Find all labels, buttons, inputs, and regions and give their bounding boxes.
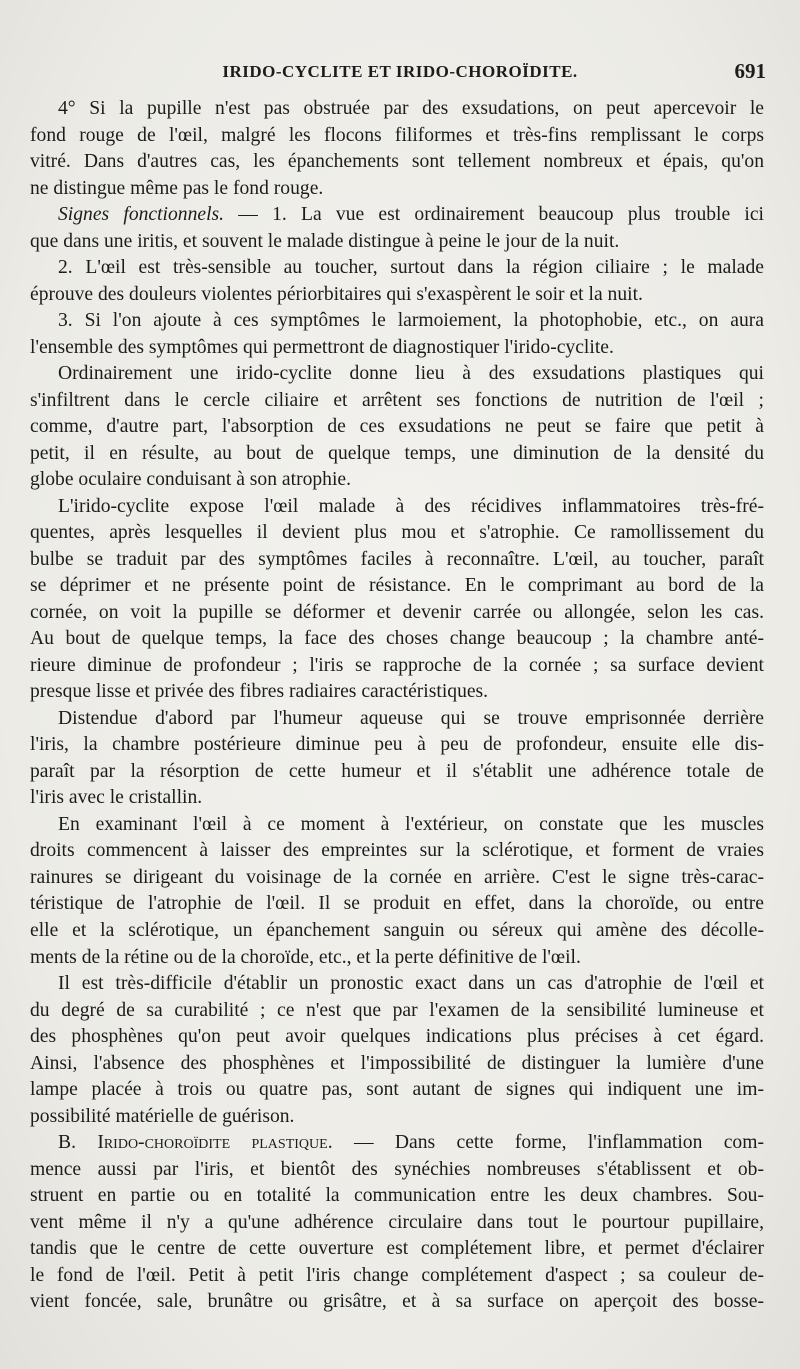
text-line bbox=[30, 308, 764, 335]
text-line bbox=[30, 282, 764, 309]
text-line bbox=[30, 945, 764, 972]
text-line bbox=[30, 441, 764, 468]
running-head bbox=[30, 59, 770, 92]
line-text: vitré. Dans d'autres cas, les épanchements sont tellement nombreux et épais, qu'on bbox=[30, 151, 764, 173]
text-line bbox=[30, 123, 764, 150]
line-text: des phosphènes qu'on peut avoir quelques indications plus précises à cet égard. bbox=[30, 1026, 764, 1048]
text-line bbox=[30, 202, 764, 229]
text-line bbox=[30, 335, 764, 362]
line-text: l'iris avec le cristallin. bbox=[30, 787, 203, 809]
line-text: que dans une iritis, et souvent le malade distingue à peine le jour de la nuit. bbox=[30, 230, 620, 252]
text-line bbox=[30, 812, 764, 839]
line-text: Distendue d'abord par l'humeur aqueuse qui se trouve emprisonnée derrière bbox=[58, 707, 764, 729]
text-line bbox=[30, 176, 764, 203]
text-line bbox=[30, 1263, 764, 1290]
line-text: Il est très-difficile d'établir un pronostic exact dans un cas d'atrophie de l'œil et bbox=[58, 973, 764, 995]
line-text: quentes, après lesquelles il devient plus mou et s'atrophie. Ce ramollissement du bbox=[30, 522, 764, 544]
running-title: IRIDO-CYCLITE ET IRIDO-CHOROÏDITE. bbox=[222, 62, 578, 81]
line-text: — 1. La vue est ordinairement beaucoup plus trouble ici bbox=[224, 204, 764, 226]
text-line bbox=[30, 255, 764, 282]
text-line bbox=[30, 838, 764, 865]
italic-heading: Signes fonctionnels. bbox=[58, 204, 225, 226]
line-text: téristique de l'atrophie de l'œil. Il se produit en effet, dans la choroïde, ou entre bbox=[30, 893, 764, 915]
text-line bbox=[30, 1210, 764, 1237]
line-text: ments de la rétine ou de la choroïde, etc., et la perte définitive de l'œil. bbox=[30, 946, 581, 968]
text-line bbox=[30, 1289, 764, 1316]
text-line bbox=[30, 653, 764, 680]
line-text: bulbe se traduit par des symptômes faciles à reconnaître. L'œil, au toucher, paraît bbox=[30, 548, 764, 570]
text-line bbox=[30, 96, 764, 123]
line-text: struent en partie ou en totalité la communication entre les deux chambres. Sou- bbox=[30, 1185, 764, 1207]
line-text: tandis que le centre de cette ouverture est complétement libre, et permet d'éclairer bbox=[30, 1238, 764, 1260]
line-text: l'iris, la chambre postérieure diminue peu à peu de profondeur, ensuite elle dis- bbox=[30, 734, 764, 756]
line-text: L'irido-cyclite expose l'œil malade à des récidives inflammatoires très-fré- bbox=[58, 495, 764, 517]
line-text: du degré de sa curabilité ; ce n'est que par l'examen de la sensibilité lumineuse et bbox=[30, 999, 764, 1021]
line-text: 2. L'œil est très-sensible au toucher, surtout dans la région ciliaire ; le malade bbox=[58, 257, 764, 279]
line-text: rieure diminue de profondeur ; l'iris se rapproche de la cornée ; sa surface devient bbox=[30, 654, 764, 676]
line-text: lampe placée à trois ou quatre pas, sont autant de signes qui indiquent une im- bbox=[30, 1079, 764, 1101]
line-text: possibilité matérielle de guérison. bbox=[30, 1105, 295, 1127]
section-heading: B. Irido-choroïdite plastique. bbox=[58, 1132, 333, 1154]
line-text: Ainsi, l'absence des phosphènes et l'impossibilité de distinguer la lumière d'une bbox=[30, 1052, 764, 1074]
line-text: globe oculaire conduisant à son atrophie. bbox=[30, 469, 352, 491]
text-line bbox=[30, 918, 764, 945]
text-line bbox=[30, 998, 764, 1025]
text-line bbox=[30, 1104, 764, 1131]
line-text: le fond de l'œil. Petit à petit l'iris change complétement d'aspect ; sa couleur de- bbox=[30, 1264, 764, 1286]
text-line bbox=[30, 1183, 764, 1210]
text-line bbox=[30, 706, 764, 733]
page-number: 691 bbox=[734, 59, 766, 83]
text-line bbox=[30, 467, 764, 494]
line-text: s'infiltrent dans le cercle ciliaire et arrêtent ses fonctions de nutrition de l'œil ; bbox=[30, 389, 764, 411]
text-line bbox=[30, 626, 764, 653]
line-text: 3. Si l'on ajoute à ces symptômes le larmoiement, la photophobie, etc., on aura bbox=[58, 310, 764, 332]
text-line bbox=[30, 361, 764, 388]
text-line bbox=[30, 1024, 764, 1051]
text-line bbox=[30, 1051, 764, 1078]
line-text: vient foncée, sale, brunâtre ou grisâtre, et à sa surface on aperçoit des bosse- bbox=[30, 1291, 764, 1313]
line-text: En examinant l'œil à ce moment à l'extérieur, on constate que les muscles bbox=[58, 813, 764, 835]
line-text: Au bout de quelque temps, la face des choses change beaucoup ; la chambre anté- bbox=[30, 628, 764, 650]
text-line bbox=[30, 600, 764, 627]
line-text: vent même il n'y a qu'une adhérence circulaire dans tout le pourtour pupillaire, bbox=[30, 1211, 764, 1233]
line-text: ne distingue même pas le fond rouge. bbox=[30, 177, 324, 199]
text-line bbox=[30, 971, 764, 998]
text-line bbox=[30, 573, 764, 600]
line-text: elle et la sclérotique, un épanchement sanguin ou séreux qui amène des décolle- bbox=[30, 919, 764, 941]
text-line bbox=[30, 229, 764, 256]
text-line bbox=[30, 865, 764, 892]
line-text: mence aussi par l'iris, et bientôt des synéchies nombreuses s'établissent et ob- bbox=[30, 1158, 764, 1180]
line-text: petit, il en résulte, au bout de quelque temps, une diminution de la densité du bbox=[30, 442, 764, 464]
line-text: droits commencent à laisser des empreintes sur la sclérotique, et forment de vraies bbox=[30, 840, 764, 862]
text-line bbox=[30, 1236, 764, 1263]
line-text: Ordinairement une irido-cyclite donne lieu à des exsudations plastiques qui bbox=[58, 363, 764, 385]
text-line bbox=[30, 1157, 764, 1184]
text-line bbox=[30, 785, 764, 812]
line-text: l'ensemble des symptômes qui permettront de diagnostiquer l'irido-cyclite. bbox=[30, 336, 614, 358]
text-line bbox=[30, 679, 764, 706]
text-line bbox=[30, 149, 764, 176]
body-text bbox=[30, 96, 764, 1316]
line-text: comme, d'autre part, l'absorption de ces exsudations ne peut se faire que petit à bbox=[30, 416, 764, 438]
text-line bbox=[30, 1077, 764, 1104]
text-line bbox=[30, 388, 764, 415]
text-line bbox=[30, 891, 764, 918]
line-text: rainures se dirigeant du voisinage de la cornée en arrière. C'est le signe très-carac- bbox=[30, 866, 764, 888]
text-line bbox=[30, 759, 764, 786]
line-text: 4° Si la pupille n'est pas obstruée par des exsudations, on peut apercevoir le bbox=[58, 98, 764, 119]
line-text: presque lisse et privée des fibres radiaires caractéristiques. bbox=[30, 681, 489, 703]
line-text: éprouve des douleurs violentes périorbitaires qui s'exaspèrent le soir et la nuit. bbox=[30, 283, 643, 305]
text-line bbox=[30, 547, 764, 574]
text-line bbox=[30, 1130, 764, 1157]
line-text: se déprimer et ne présente point de résistance. En le comprimant au bord de la bbox=[30, 575, 764, 597]
text-line bbox=[30, 520, 764, 547]
text-line bbox=[30, 732, 764, 759]
line-text: paraît par la résorption de cette humeur et il s'établit une adhérence totale de bbox=[30, 760, 764, 782]
text-line bbox=[30, 414, 764, 441]
line-text: fond rouge de l'œil, malgré les flocons filiformes et très-fins remplissant le corps bbox=[30, 124, 764, 146]
text-line bbox=[30, 494, 764, 521]
line-text: — Dans cette forme, l'inflammation com- bbox=[332, 1132, 764, 1154]
line-text: cornée, on voit la pupille se déformer et devenir carrée ou allongée, selon les cas. bbox=[30, 601, 764, 623]
